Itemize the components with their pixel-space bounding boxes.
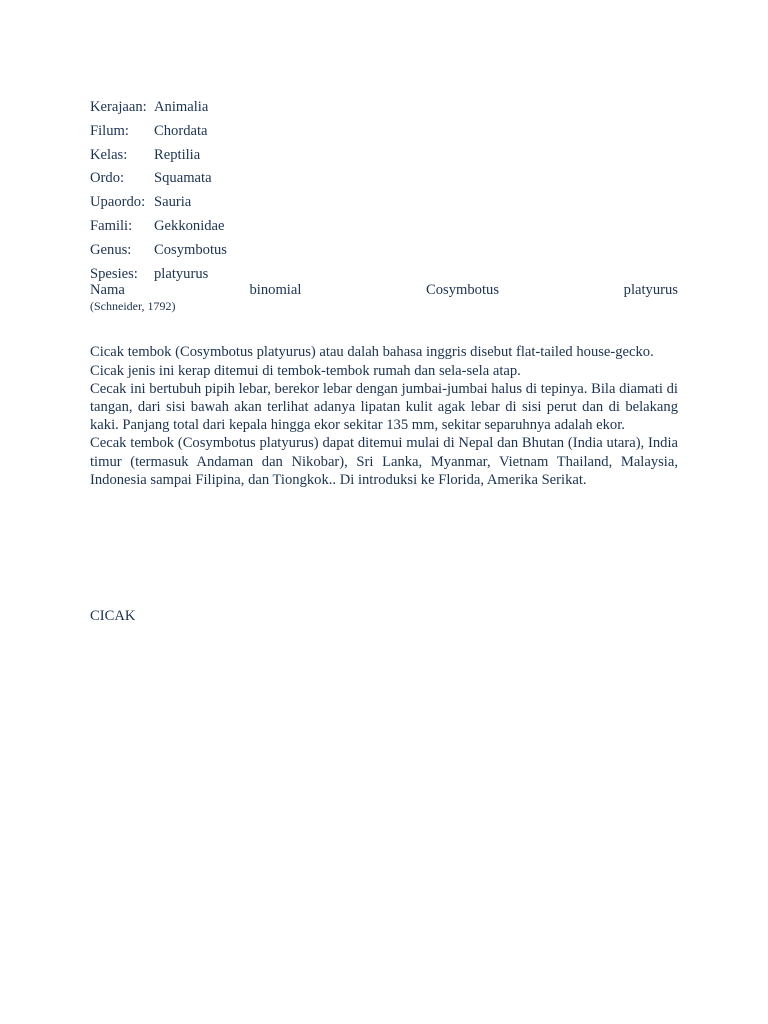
taxonomy-row-upaordo <box>90 191 678 215</box>
taxonomy-row-kerajaan <box>90 96 678 120</box>
taxonomy-value: Sauria <box>154 194 192 211</box>
taxonomy-label: Kerajaan: <box>90 99 147 115</box>
binomial-word: Cosymbotus <box>426 282 500 299</box>
taxonomy-label: Kelas: <box>90 146 128 163</box>
taxonomy-row-genus <box>90 239 678 263</box>
taxonomy-value: Squamata <box>154 170 212 187</box>
binomial-word: Nama <box>90 282 125 299</box>
taxonomy-label: Spesies: <box>90 265 138 282</box>
taxonomy-label: Genus: <box>90 241 132 258</box>
paragraph-intro: Cicak tembok (Cosymbotus platyurus) atau dalah bahasa inggris disebut flat-tailed house-gecko. Cicak jenis ini kerap ditemui di tembok-tembok rumah dan sela-sela atap. <box>90 344 654 379</box>
caption-title: CICAK <box>90 608 136 624</box>
taxonomy-value: Reptilia <box>154 146 201 163</box>
taxonomy-label: Famili: <box>90 217 133 234</box>
taxonomy-value: Cosymbotus <box>154 241 227 258</box>
taxonomy-value: Animalia <box>154 99 209 115</box>
document-page <box>90 96 678 489</box>
taxonomy-value: Chordata <box>154 122 208 139</box>
paragraph-distribution: Cecak tembok (Cosymbotus platyurus) dapat ditemui mulai di Nepal dan Bhutan (India utara), India timur (termasuk Andaman dan Nikobar), Sri Lanka, Myanmar, Vietnam Thailand, Malaysia, Indonesia sampai Filipina, dan Tiongkok.. Di introduksi ke Florida, Amerika Serikat. <box>90 435 678 488</box>
binomial-authority: (Schneider, 1792) <box>90 299 176 314</box>
taxonomy-value: platyurus <box>154 265 209 282</box>
taxonomy-row-kelas <box>90 144 678 168</box>
binomial-word: binomial <box>249 282 302 299</box>
taxonomy-row-filum <box>90 120 678 144</box>
taxonomy-label: Upaordo: <box>90 194 146 211</box>
taxonomy-label: Filum: <box>90 122 129 139</box>
taxonomy-row-ordo <box>90 167 678 191</box>
taxonomy-table <box>90 96 678 286</box>
paragraph-description: Cecak ini bertubuh pipih lebar, berekor lebar dengan jumbai-jumbai halus di tepinya. Bila diamati di tangan, dari sisi bawah akan terlihat adanya lipatan kulit agak lebar di sisi perut dan di belakang kaki. Panjang total dari kepala hingga ekor sekitar 135 mm, sekitar separuhnya adalah ekor. <box>90 380 678 434</box>
taxonomy-value: Gekkonidae <box>154 217 225 234</box>
taxonomy-label: Ordo: <box>90 170 125 187</box>
taxonomy-row-famili <box>90 215 678 239</box>
description-text <box>90 343 678 489</box>
binomial-word: platyurus <box>623 282 678 299</box>
